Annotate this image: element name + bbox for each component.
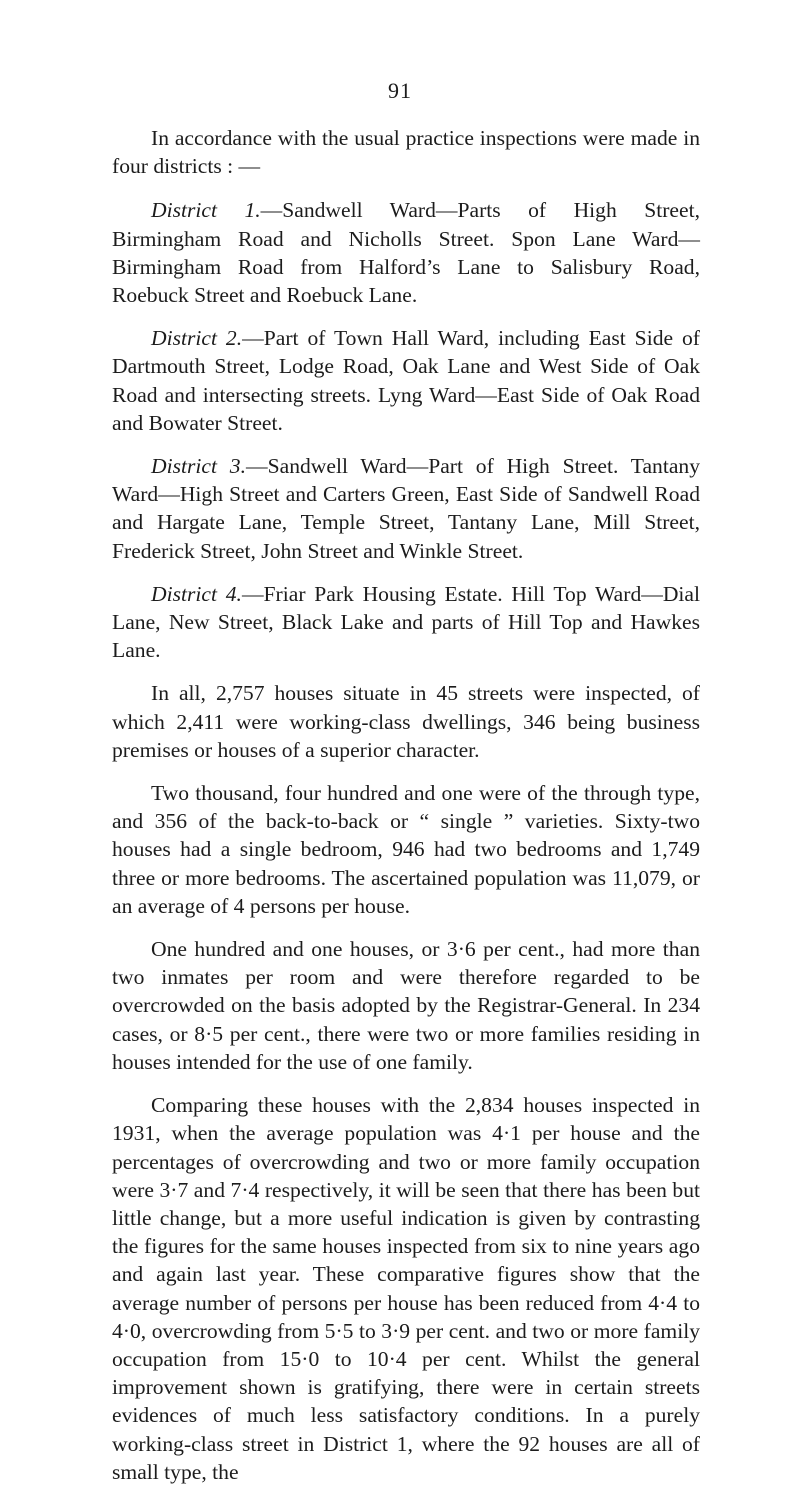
district-2-label: District 2. bbox=[151, 326, 243, 351]
comparison-paragraph: Comparing these houses with the 2,834 houses inspected in 1931, when the average population was 4·1 per house and the percentages of overcrowding and two or more family occupation were 3·7 and 7·4 respectively, it will be seen that there has been but little change, but a more useful indication is given by contrasting the figures for the same houses inspected from six to nine years ago and again last year. These comparative figures show that the average number of persons per house has been reduced from 4·4 to 4·0, overcrowding from 5·5 to 3·9 per cent. and two or more family occupation from 15·0 to 10·4 per cent. Whilst the general improvement shown is gratifying, there were in certain streets evidences of much less satisfactory conditions. In a purely working-class street in District 1, where the 92 houses are all of small type, the bbox=[112, 1093, 700, 1484]
house-types-paragraph: Two thousand, four hundred and one were of the through type, and 356 of the back-to-back or “ single ” varieties. Sixty-two houses had a single bedroom, 946 had two bedrooms and 1,749 three or more bedrooms. The ascertained population was 11,079, or an average of 4 persons per house. bbox=[112, 781, 700, 918]
overcrowding-paragraph: One hundred and one houses, or 3·6 per cent., had more than two inmates per room and were therefore regarded to be overcrowded on the basis adopted by the Registrar-General. In 234 cases, or 8·5 per cent., there were two or more families residing in houses intended for the use of one family. bbox=[112, 937, 700, 1074]
district-3-paragraph bbox=[112, 452, 700, 565]
district-4-label: District 4. bbox=[151, 581, 242, 606]
district-4-paragraph bbox=[112, 580, 700, 665]
houses-inspected-paragraph: In all, 2,757 houses situate in 45 streets were inspected, of which 2,411 were working-class dwellings, 346 being business premises or houses of a superior character. bbox=[112, 681, 700, 762]
document-body bbox=[112, 124, 700, 1486]
district-3-text: —Sandwell Ward—Part of High Street. Tantany Ward—High Street and Carters Green, East Side of Sandwell Road and Hargate Lane, Temple Street, Tantany Lane, Mill Street, Frederick Street, John Street and Winkle Street. bbox=[112, 454, 700, 563]
district-2-text: —Part of Town Hall Ward, including East Side of Dartmouth Street, Lodge Road, Oak Lane and West Side of Oak Road and intersecting streets. Lyng Ward—East Side of Oak Road and Bowater Street. bbox=[112, 326, 700, 435]
district-2-paragraph bbox=[112, 324, 700, 437]
district-3-label: District 3. bbox=[151, 454, 246, 479]
intro-paragraph: In accordance with the usual practice inspections were made in four districts : — bbox=[112, 126, 700, 179]
district-1-label: District 1. bbox=[151, 198, 261, 223]
district-1-paragraph bbox=[112, 196, 700, 309]
district-4-text: —Friar Park Housing Estate. Hill Top Ward—Dial Lane, New Street, Black Lake and parts of Hill Top and Hawkes Lane. bbox=[112, 581, 701, 663]
page-number: 91 bbox=[388, 78, 412, 103]
district-1-text: —Sandwell Ward—Parts of High Street, Birmingham Road and Nicholls Street. Spon Lane Ward—Birmingham Road from Halford’s Lane to Salisbury Road, Roebuck Street and Roebuck Lane. bbox=[112, 198, 700, 308]
